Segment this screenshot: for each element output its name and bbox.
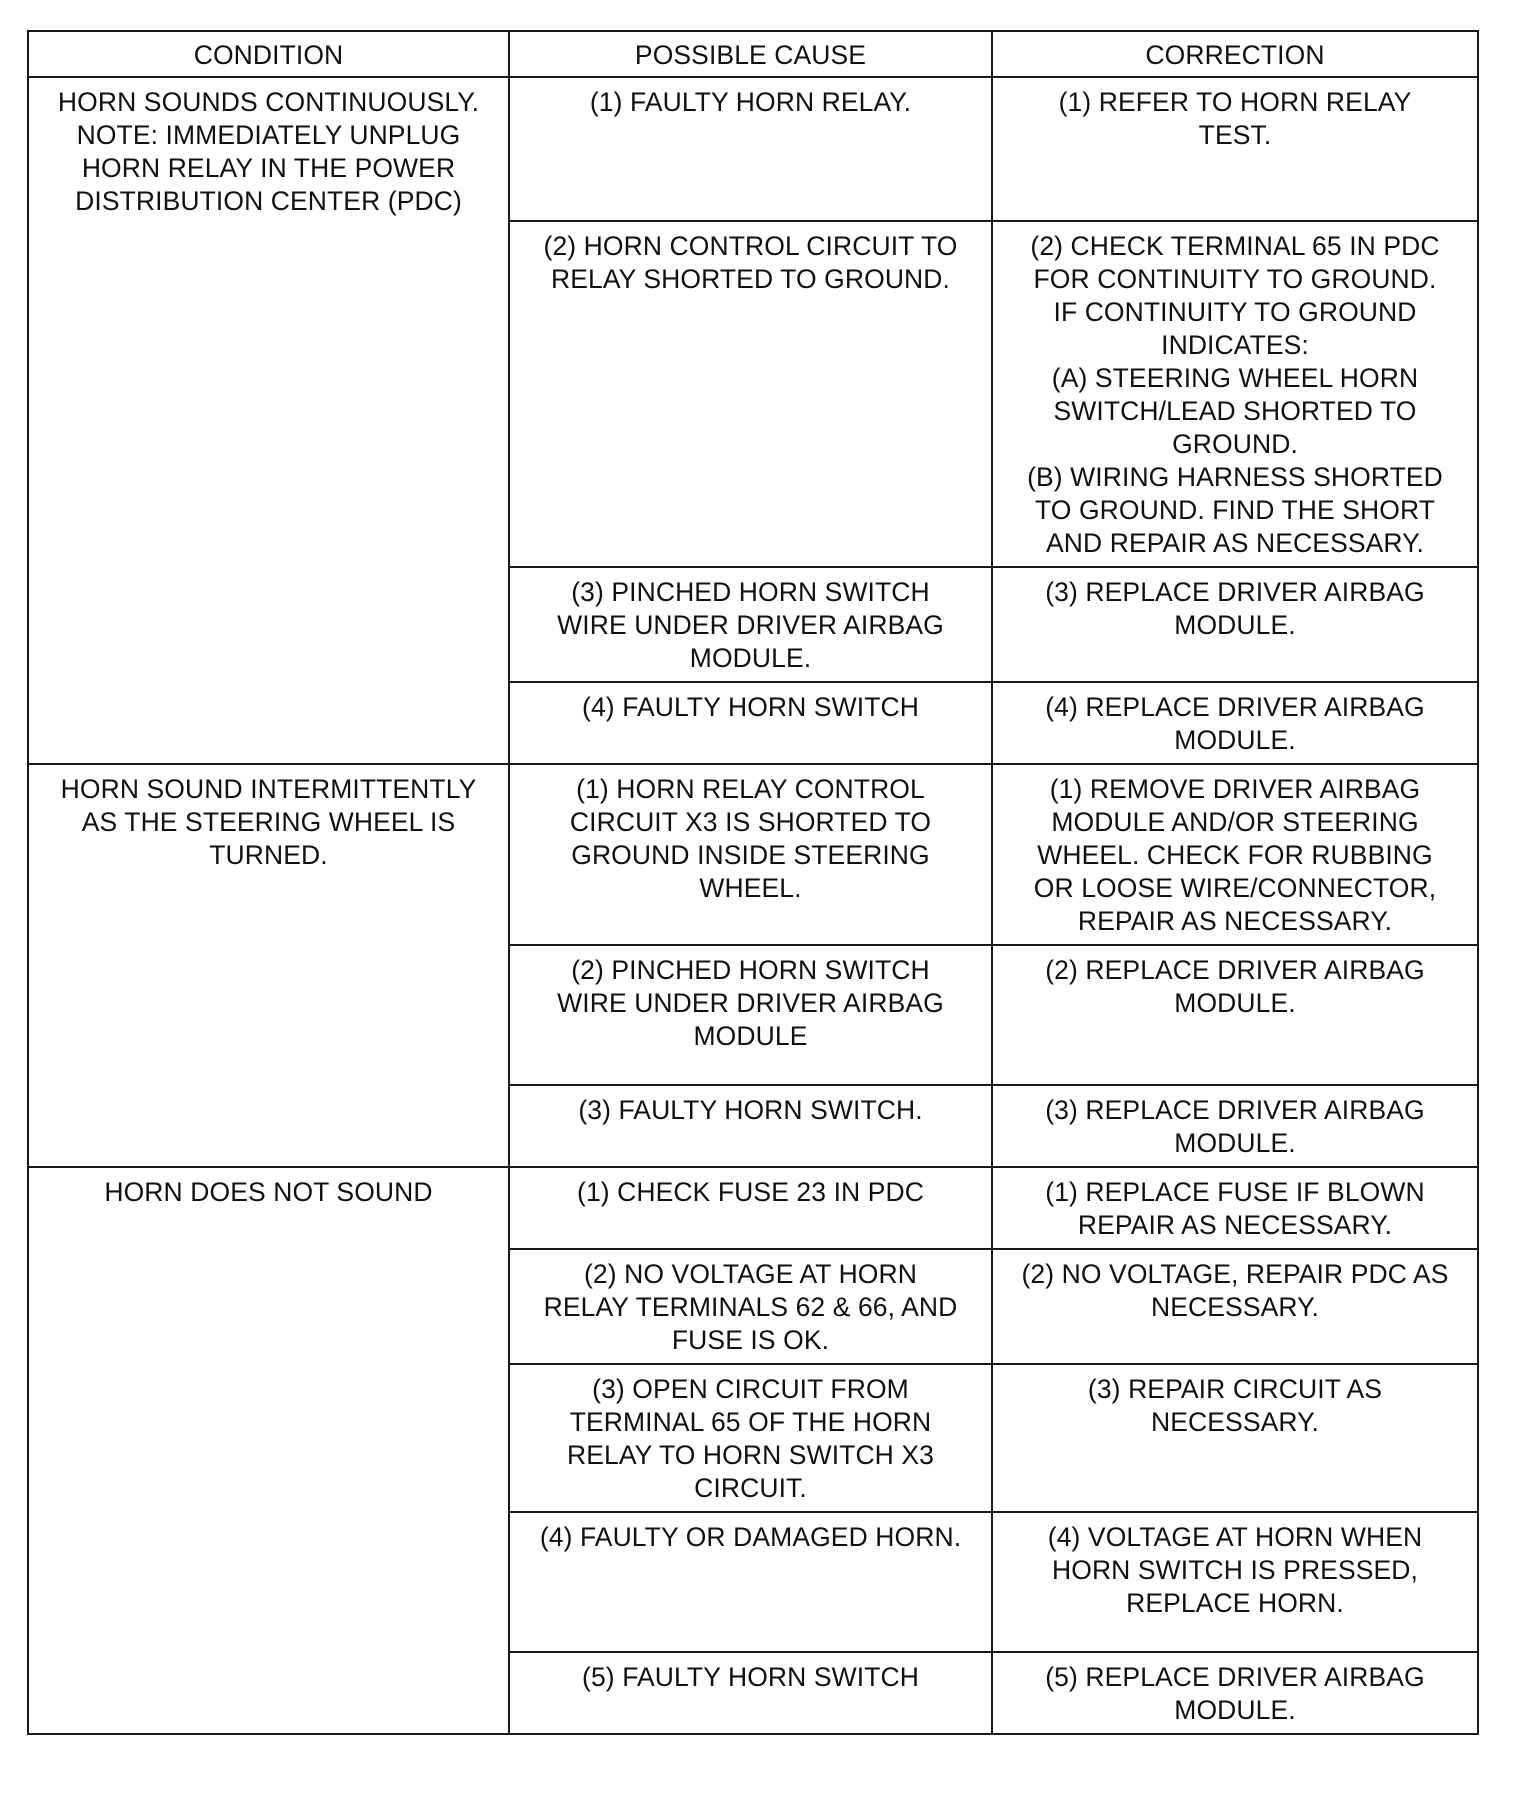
cause-cell: (3) PINCHED HORN SWITCH WIRE UNDER DRIVER AIRBAG MODULE. xyxy=(509,567,992,682)
cause-cell: (2) NO VOLTAGE AT HORN RELAY TERMINALS 62 & 66, AND FUSE IS OK. xyxy=(509,1249,992,1364)
correction-cell: (2) REPLACE DRIVER AIRBAG MODULE. xyxy=(992,945,1478,1085)
cause-cell: (3) OPEN CIRCUIT FROM TERMINAL 65 OF THE HORN RELAY TO HORN SWITCH X3 CIRCUIT. xyxy=(509,1364,992,1512)
cause-cell: (2) HORN CONTROL CIRCUIT TO RELAY SHORTED TO GROUND. xyxy=(509,221,992,567)
correction-cell: (3) REPAIR CIRCUIT AS NECESSARY. xyxy=(992,1364,1478,1512)
correction-cell: (1) REMOVE DRIVER AIRBAG MODULE AND/OR STEERING WHEEL. CHECK FOR RUBBING OR LOOSE WIRE/CONNECTOR, REPAIR AS NECESSARY. xyxy=(992,764,1478,945)
cause-cell: (2) PINCHED HORN SWITCH WIRE UNDER DRIVER AIRBAG MODULE xyxy=(509,945,992,1085)
cause-cell: (3) FAULTY HORN SWITCH. xyxy=(509,1085,992,1167)
header-correction: CORRECTION xyxy=(992,31,1478,77)
correction-cell: (5) REPLACE DRIVER AIRBAG MODULE. xyxy=(992,1652,1478,1734)
header-possible-cause: POSSIBLE CAUSE xyxy=(509,31,992,77)
header-row xyxy=(28,31,1478,77)
cause-cell: (4) FAULTY HORN SWITCH xyxy=(509,682,992,764)
cause-cell: (1) HORN RELAY CONTROL CIRCUIT X3 IS SHORTED TO GROUND INSIDE STEERING WHEEL. xyxy=(509,764,992,945)
correction-cell: (4) REPLACE DRIVER AIRBAG MODULE. xyxy=(992,682,1478,764)
cause-cell: (1) CHECK FUSE 23 IN PDC xyxy=(509,1167,992,1249)
cause-cell: (5) FAULTY HORN SWITCH xyxy=(509,1652,992,1734)
header-condition: CONDITION xyxy=(28,31,509,77)
condition-cell: HORN SOUND INTERMITTENTLY AS THE STEERING WHEEL IS TURNED. xyxy=(28,764,509,1167)
correction-cell: (1) REPLACE FUSE IF BLOWN REPAIR AS NECESSARY. xyxy=(992,1167,1478,1249)
cause-cell: (4) FAULTY OR DAMAGED HORN. xyxy=(509,1512,992,1652)
table-row xyxy=(28,77,1478,221)
correction-cell: (2) CHECK TERMINAL 65 IN PDC FOR CONTINUITY TO GROUND. IF CONTINUITY TO GROUND INDICATES: (A) STEERING WHEEL HORN SWITCH/LEAD SHORTED TO GROUND. (B) WIRING HARNESS SHORTED TO GROUND. FIND THE SHORT AND REPAIR AS NECESSARY. xyxy=(992,221,1478,567)
cause-cell: (1) FAULTY HORN RELAY. xyxy=(509,77,992,221)
correction-cell: (3) REPLACE DRIVER AIRBAG MODULE. xyxy=(992,567,1478,682)
diagnosis-table xyxy=(27,30,1479,1735)
condition-cell: HORN SOUNDS CONTINUOUSLY. NOTE: IMMEDIATELY UNPLUG HORN RELAY IN THE POWER DISTRIBUTION CENTER (PDC) xyxy=(28,77,509,764)
table-row xyxy=(28,764,1478,945)
correction-cell: (1) REFER TO HORN RELAY TEST. xyxy=(992,77,1478,221)
condition-cell: HORN DOES NOT SOUND xyxy=(28,1167,509,1734)
correction-cell: (4) VOLTAGE AT HORN WHEN HORN SWITCH IS PRESSED, REPLACE HORN. xyxy=(992,1512,1478,1652)
table-row xyxy=(28,1167,1478,1249)
correction-cell: (2) NO VOLTAGE, REPAIR PDC AS NECESSARY. xyxy=(992,1249,1478,1364)
correction-cell: (3) REPLACE DRIVER AIRBAG MODULE. xyxy=(992,1085,1478,1167)
